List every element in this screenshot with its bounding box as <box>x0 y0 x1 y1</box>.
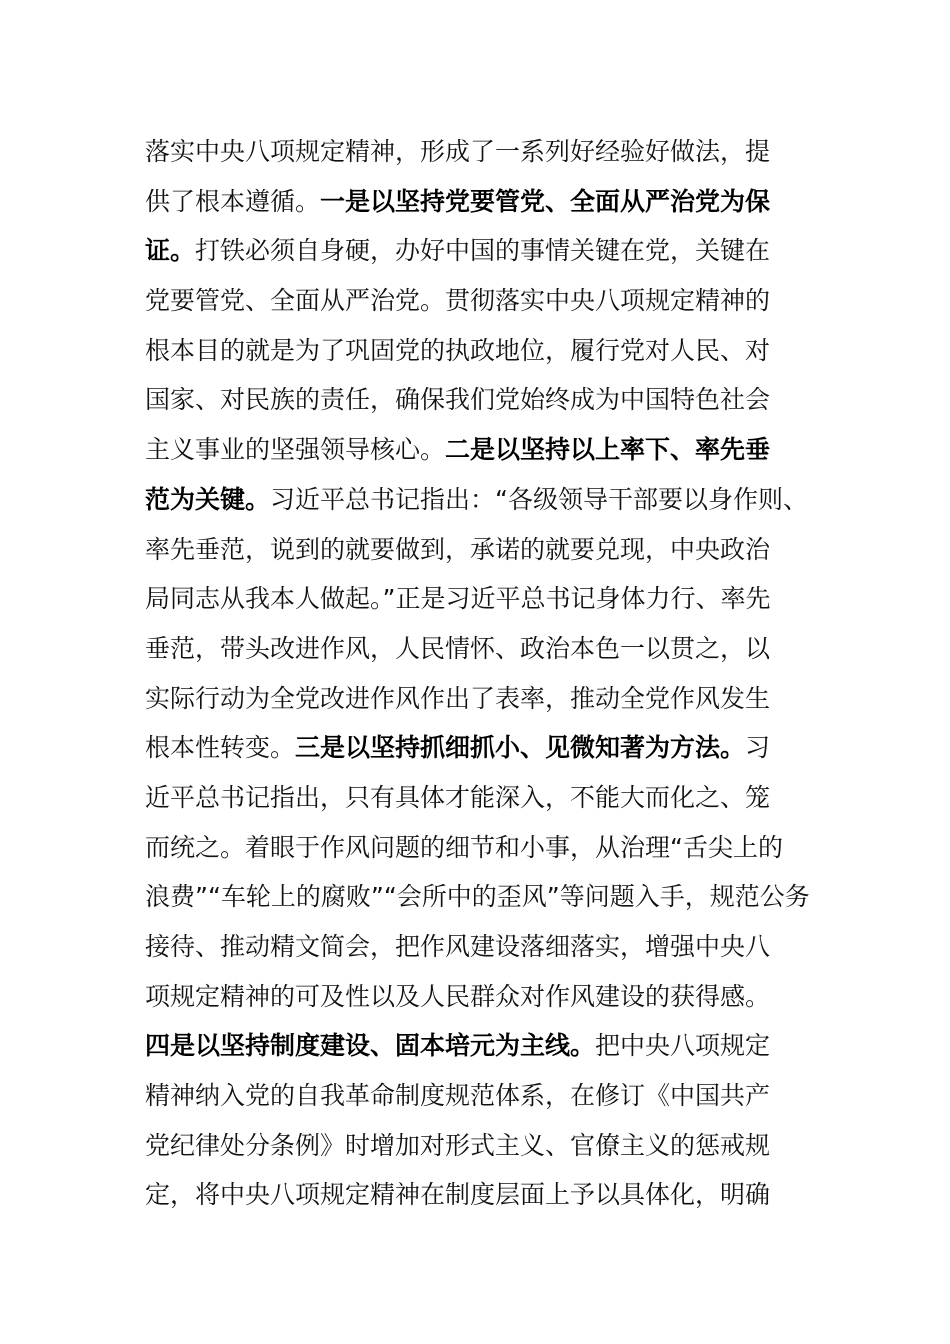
bold-heading-run: 范为关键。 <box>145 484 271 514</box>
text-line-18 <box>145 972 825 1022</box>
text-line-10 <box>145 574 825 624</box>
text-line-8 <box>145 475 825 525</box>
text-run: 主义事业的坚强领导核心。 <box>145 435 446 465</box>
text-run: 垂范，带头改进作风，人民情怀、政治本色一以贯之，以 <box>145 633 771 663</box>
text-line-15 <box>145 823 825 873</box>
text-run: 国家、对民族的责任，确保我们党始终成为中国特色社会 <box>145 385 771 415</box>
text-run: 率先垂范，说到的就要做到，承诺的就要兑现，中央政治 <box>145 534 771 564</box>
text-run: 近平总书记指出，只有具体才能深入，不能大而化之、笼 <box>145 782 771 812</box>
text-line-20 <box>145 1071 825 1121</box>
text-line-3 <box>145 226 825 276</box>
bold-heading-run: 三是以坚持抓细抓小、见微知著为方法。 <box>295 733 746 763</box>
text-line-4 <box>145 276 825 326</box>
text-line-13 <box>145 723 825 773</box>
text-run: 打铁必须自身硬，办好中国的事情关键在党，关键在 <box>195 236 771 266</box>
text-run: 党要管党、全面从严治党。贯彻落实中央八项规定精神的 <box>145 286 771 316</box>
text-run: 局同志从我本人做起。”正是习近平总书记身体力行、率先 <box>145 584 771 614</box>
text-line-22 <box>145 1170 825 1220</box>
text-run: 习近平总书记指出：“各级领导干部要以身作则、 <box>270 484 808 514</box>
text-line-6 <box>145 375 825 425</box>
text-run: 根本目的就是为了巩固党的执政地位，履行党对人民、对 <box>145 335 771 365</box>
text-run: 浪费”“车轮上的腐败”“会所中的歪风”等问题入手，规范公务 <box>145 882 810 912</box>
text-run: 根本性转变。 <box>145 733 296 763</box>
text-line-21 <box>145 1121 825 1171</box>
bold-heading-run: 一是以坚持党要管党、全面从严治党为保 <box>320 186 771 216</box>
text-line-17 <box>145 922 825 972</box>
body-text <box>145 127 825 1220</box>
text-line-7 <box>145 425 825 475</box>
text-line-11 <box>145 624 825 674</box>
bold-heading-run: 四是以坚持制度建设、固本培元为主线。 <box>145 1031 596 1061</box>
bold-heading-run: 证。 <box>145 236 196 266</box>
text-line-12 <box>145 674 825 724</box>
text-run: 接待、推动精文简会，把作风建设落细落实，增强中央八 <box>145 932 771 961</box>
text-line-9 <box>145 525 825 575</box>
text-run: 实际行动为全党改进作风作出了表率，推动全党作风发生 <box>145 683 771 713</box>
text-run: 而统之。着眼于作风问题的细节和小事，从治理“舌尖上的 <box>145 832 783 862</box>
text-run: 供了根本遵循。 <box>145 186 321 216</box>
text-run: 习 <box>745 733 771 763</box>
bold-heading-run: 二是以坚持以上率下、率先垂 <box>445 435 771 465</box>
text-line-5 <box>145 326 825 376</box>
text-line-14 <box>145 773 825 823</box>
text-run: 把中央八项规定 <box>595 1031 771 1061</box>
text-run: 党纪律处分条例》时增加对形式主义、官僚主义的惩戒规 <box>145 1130 771 1160</box>
text-line-2 <box>145 177 825 227</box>
text-line-1 <box>145 127 825 177</box>
text-run: 项规定精神的可及性以及人民群众对作风建设的获得感。 <box>145 981 771 1011</box>
text-run: 落实中央八项规定精神，形成了一系列好经验好做法，提 <box>145 137 771 166</box>
text-line-19 <box>145 1021 825 1071</box>
text-line-16 <box>145 872 825 922</box>
text-run: 定，将中央八项规定精神在制度层面上予以具体化，明确 <box>145 1180 771 1210</box>
text-run: 精神纳入党的自我革命制度规范体系，在修订《中国共产 <box>145 1081 771 1111</box>
